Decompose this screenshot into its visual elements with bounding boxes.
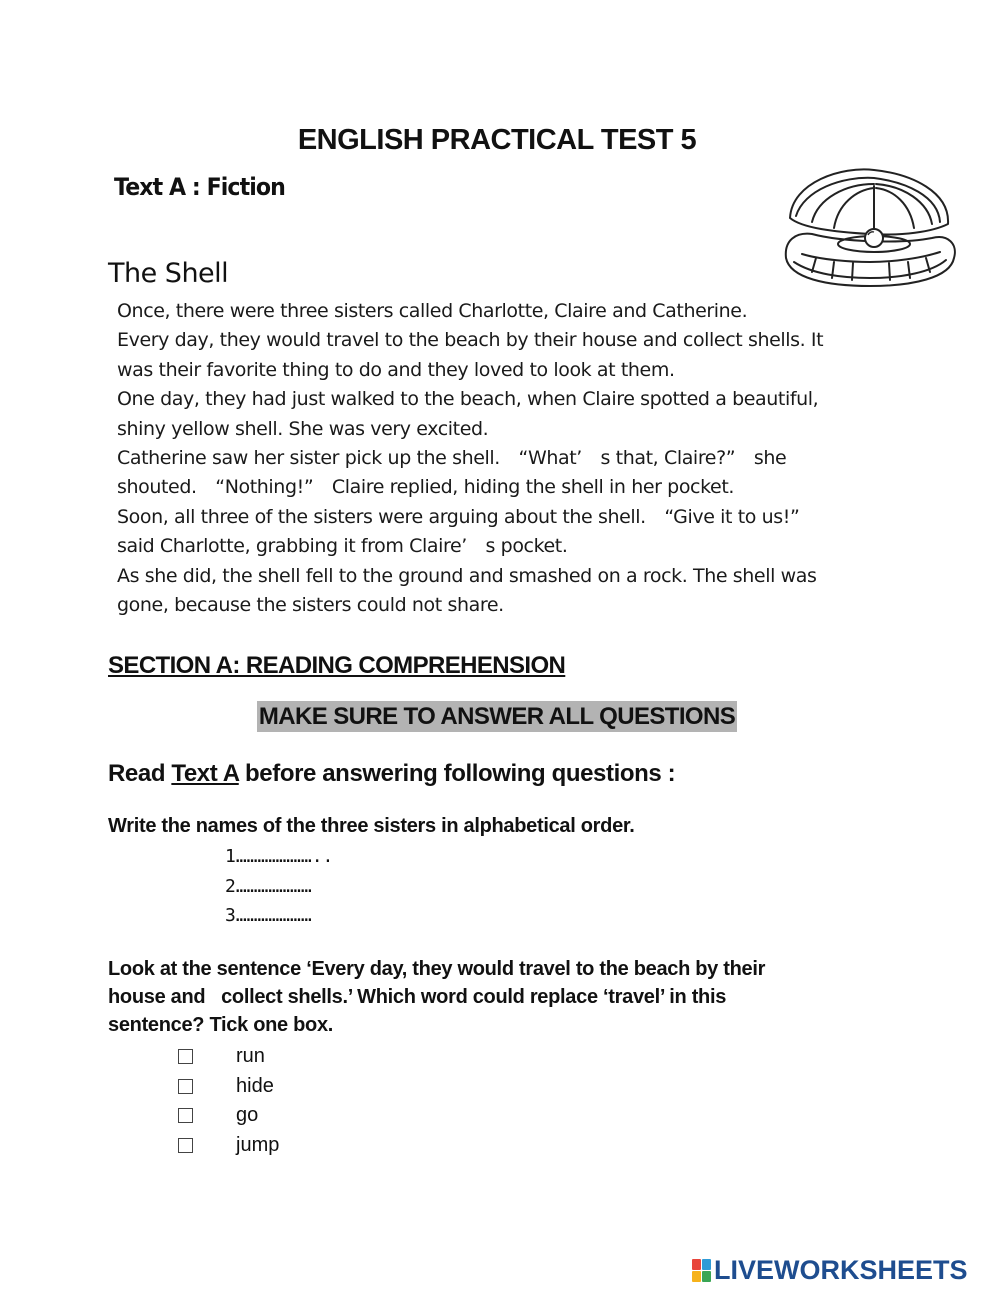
answer-all-banner-text: MAKE SURE TO ANSWER ALL QUESTIONS xyxy=(258,703,736,730)
answer-all-banner xyxy=(0,703,994,731)
option-label: run xyxy=(236,1045,265,1068)
option-run[interactable] xyxy=(178,1042,279,1072)
checkbox[interactable] xyxy=(178,1049,193,1064)
option-jump[interactable] xyxy=(178,1131,279,1161)
option-go[interactable] xyxy=(178,1101,279,1131)
question-2-line: house and collect shells.’ Which word could replace ‘travel’ in this xyxy=(108,986,727,1008)
text-a-subtitle: Text A : Fiction xyxy=(114,173,285,201)
question-2 xyxy=(108,955,888,1039)
story-line: Once, there were three sisters called Charlotte, Claire and Catherine. xyxy=(117,300,748,322)
answer-blank-2[interactable]: 2………………… xyxy=(225,875,312,897)
option-label: jump xyxy=(236,1133,280,1156)
checkbox[interactable] xyxy=(178,1138,193,1153)
question-2-line: sentence? Tick one box. xyxy=(108,1014,334,1036)
story-line: shiny yellow shell. She was very excited. xyxy=(117,417,489,440)
story-line: shouted. “Nothing!” Claire replied, hiding the shell in her pocket. xyxy=(117,476,735,499)
page-title: ENGLISH PRACTICAL TEST 5 xyxy=(297,124,697,156)
story-line: One day, they had just walked to the beach, when Claire spotted a beautiful, xyxy=(117,388,819,411)
story-text xyxy=(117,297,877,620)
clam-shell-with-pearl-icon xyxy=(782,162,958,292)
question-2-line: Look at the sentence ‘Every day, they would travel to the beach by their xyxy=(108,958,766,980)
answer-blank-3[interactable]: 3………………… xyxy=(225,905,312,926)
read-instruction xyxy=(108,760,675,788)
option-hide[interactable] xyxy=(178,1072,279,1102)
liveworksheets-logo-icon xyxy=(692,1259,711,1282)
read-prefix: Read xyxy=(108,760,172,787)
option-label: go xyxy=(236,1104,259,1127)
story-title: The Shell xyxy=(108,258,229,289)
question-1: Write the names of the three sisters in alphabetical order. xyxy=(108,815,635,837)
checkbox[interactable] xyxy=(178,1079,193,1094)
section-heading: SECTION A: READING COMPREHENSION xyxy=(108,652,566,679)
liveworksheets-logo-text: LIVEWORKSHEETS xyxy=(714,1255,968,1285)
answer-blank-1[interactable]: 1………………….. xyxy=(225,846,334,867)
story-line: was their favorite thing to do and they loved to look at them. xyxy=(117,358,675,381)
story-line: As she did, the shell fell to the ground and smashed on a rock. The shell was xyxy=(117,564,817,587)
tick-box-options xyxy=(178,1042,279,1160)
story-line: gone, because the sisters could not share. xyxy=(117,594,504,617)
option-label: hide xyxy=(236,1074,274,1097)
story-line: Soon, all three of the sisters were arguing about the shell. “Give it to us!” xyxy=(117,505,800,528)
story-line: said Charlotte, grabbing it from Claire’ s pocket. xyxy=(117,535,568,558)
liveworksheets-logo[interactable] xyxy=(692,1255,968,1286)
story-line: Every day, they would travel to the beach by their house and collect shells. It xyxy=(117,329,824,352)
answer-blanks xyxy=(225,842,333,931)
checkbox[interactable] xyxy=(178,1108,193,1123)
text-a-reference: Text A xyxy=(171,760,239,787)
read-suffix: before answering following questions : xyxy=(238,760,676,787)
story-line: Catherine saw her sister pick up the shell. “What’ s that, Claire?” she xyxy=(117,447,787,470)
